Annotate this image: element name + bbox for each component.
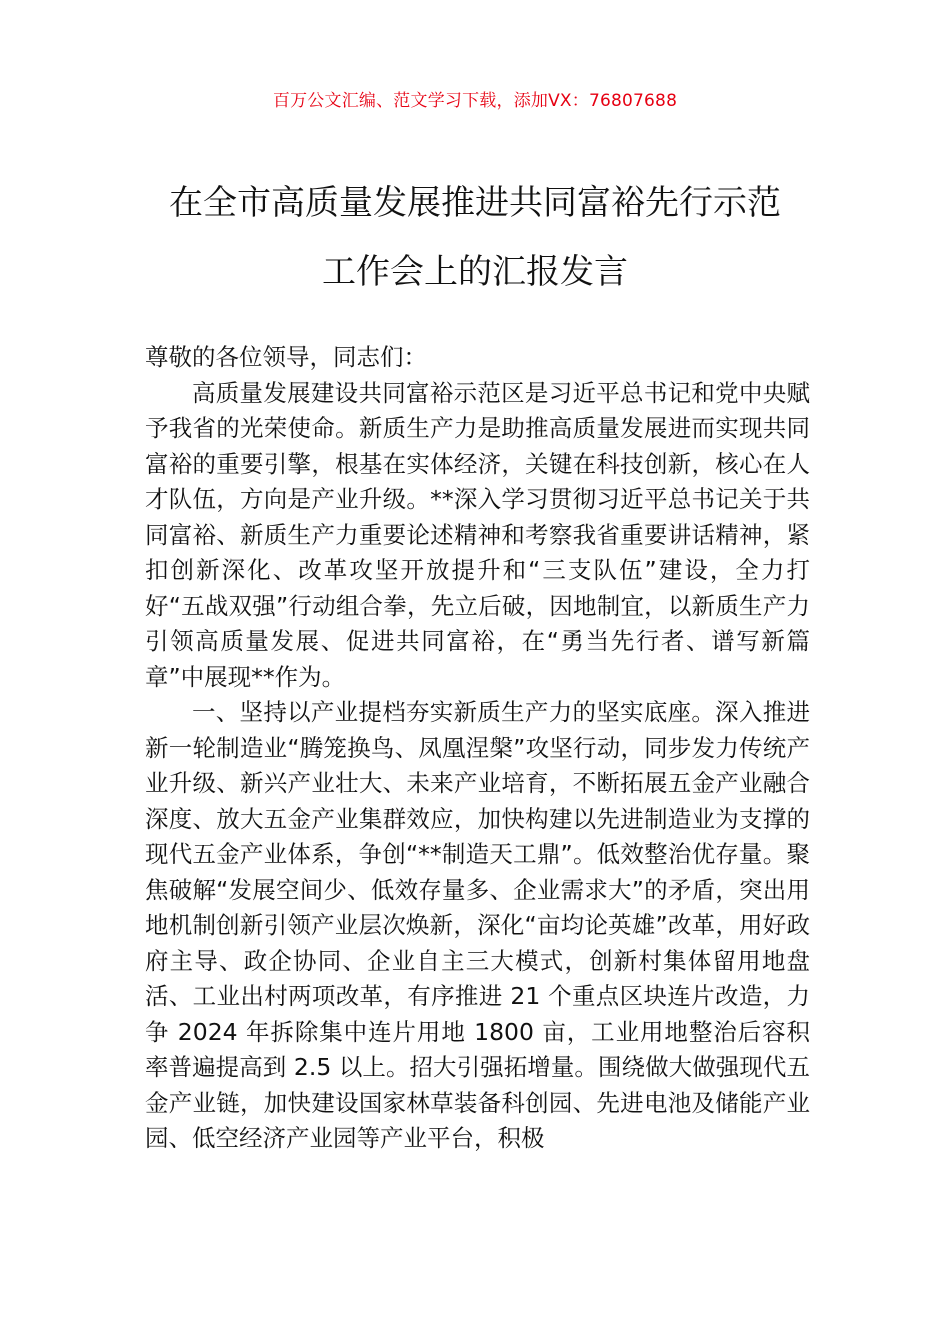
salutation: 尊敬的各位领导，同志们： — [145, 343, 427, 371]
document-title-line1: 在全市高质量发展推进共同富裕先行示范 — [169, 183, 781, 223]
header-watermark-note: 百万公文汇编、范文学习下载，添加VX：76807688 — [272, 91, 678, 111]
body-paragraph-2: 一、坚持以产业提档夯实新质生产力的坚实底座。深入推进新一轮制造业“腾笼换鸟、凤凰涅槃”攻坚行动，同步发力传统产业升级、新兴产业壮大、未来产业培育，不断拓展五金产业融合深度、放大五金产业集群效应，加快构建以先进制造业为支撑的现代五金产业体系，争创“**制造天工鼎”。低效整治优存量。聚焦破解“发展空间少、低效存量多、企业需求大”的矛盾，突出用地机制创新引领产业层次焕新，深化“亩均论英雄”改革，用好政府主导、政企协同、企业自主三大模式，创新村集体留用地盘活、工业出村两项改革，有序推进 21 个重点区块连片改造，力争 2024 年拆除集中连片用地 1800 亩，工业用地整治后容积率普遍提高到 2.5 以上。招大引强拓增量。围绕做大做强现代五金产业链，加快建设国家林草装备科创园、先进电池及储能产业园、低空经济产业园等产业平台，积极 — [145, 698, 810, 1152]
document-title-line2: 工作会上的汇报发言 — [322, 252, 628, 292]
document-body — [145, 340, 810, 1157]
body-paragraph-1: 高质量发展建设共同富裕示范区是习近平总书记和党中央赋予我省的光荣使命。新质生产力是助推高质量发展进而实现共同富裕的重要引擎，根基在实体经济，关键在科技创新，核心在人才队伍，方向是产业升级。**深入学习贯彻习近平总书记关于共同富裕、新质生产力重要论述精神和考察我省重要讲话精神，紧扣创新深化、改革攻坚开放提升和“三支队伍”建设，全力打好“五战双强”行动组合拳，先立后破，因地制宜，以新质生产力引领高质量发展、促进共同富裕，在“勇当先行者、谱写新篇章”中展现**作为。 — [145, 378, 810, 691]
